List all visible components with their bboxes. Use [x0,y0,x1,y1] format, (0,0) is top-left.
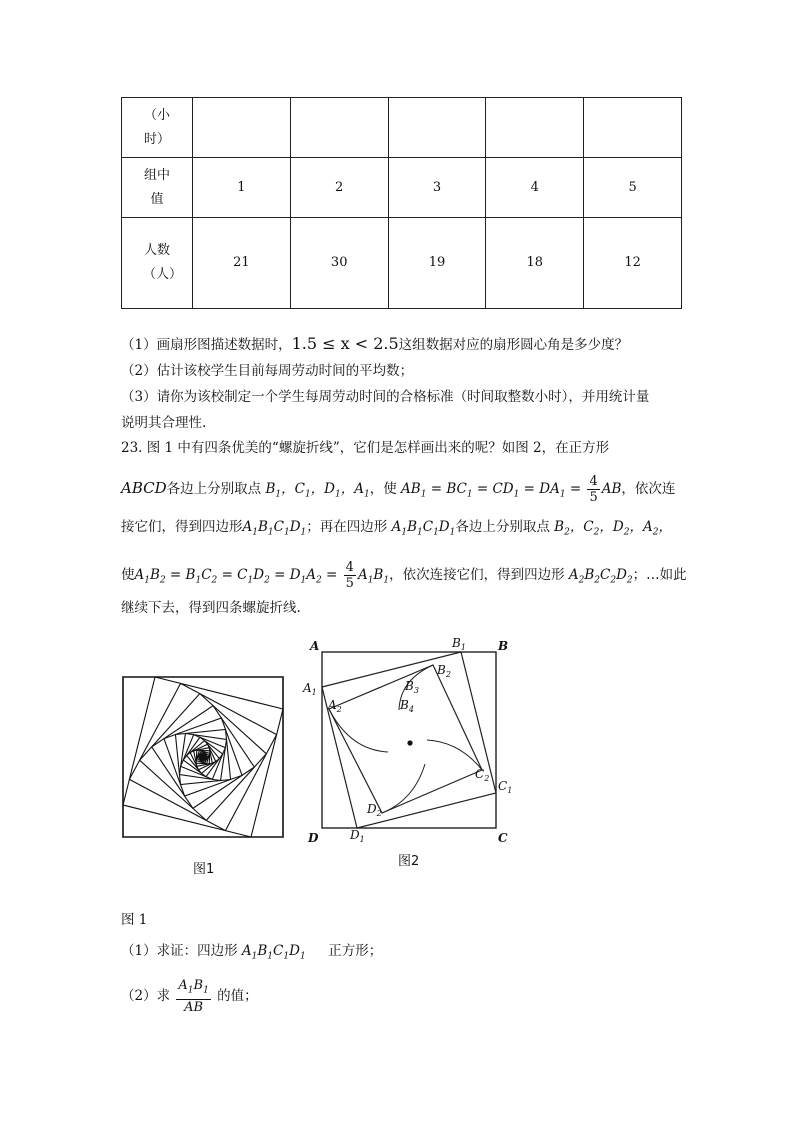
q23-intro-line1: 23. 图 1 中有四条优美的“螺旋折线”，它们是怎样画出来的呢？如图 2，在正方形 [121,440,610,456]
spiral-square [164,718,242,796]
q23-intro-line2: ABCD各边上分别取点 $B_1$，$C_1$，$D_1$，$A_1$，使 $AB_1 = BC_1 = CD_1 = DA_1$ = $\frac{4}{5}$ AB，依次连 [121,474,676,505]
table-cell [290,98,388,158]
label-d1: $D_1$ [350,828,365,844]
spiral-square [179,733,226,780]
q23-part2: （2）求 $\frac{A_1B_1}{AB}$ 的值； [121,978,258,1015]
spiral-arc [382,764,425,813]
spiral-square [123,677,283,837]
label-c2: $C_2$ [475,767,490,783]
q23-part1: （1）求证：四边形 $A_1B_1C_1D_1$ 正方形； [121,943,383,962]
table-cell: 4 [486,158,584,218]
label-a1: $A_1$ [303,681,317,697]
spiral-square [202,756,203,757]
table-cell: 19 [388,218,486,309]
table-cell: 12 [584,218,682,309]
spiral-square [129,683,276,830]
q22-part3-line1: （3）请你为该校制定一个学生每周劳动时间的合格标准（时间取整数小时），并用统计量 [121,389,650,405]
table-cell [584,98,682,158]
table-cell [486,98,584,158]
q23-intro-line3: 接它们，得到四边形$A_1B_1C_1D_1$；再在四边形 $A_1B_1C_1D_1$各边上分别取点 $B_2$，$C_2$，$D_2$，$A_2$， [121,519,672,538]
label-a: A [310,639,320,653]
row-header-hours: （小时） [122,98,193,158]
label-b: B [498,639,509,653]
spiral-arc [427,740,482,770]
q23-intro-line4: 使$A_1B_2 = B_1C_2 = C_1D_2 = D_1A_2$ = $\frac{4}{5}$ $A_1B_1$，依次连接它们，得到四边形 $A_2B_2C_2D_2$；…如此 [121,560,687,591]
fraction-four-fifths: $\frac{4}{5}$ [345,560,354,591]
row-header-midpoint: 组中值 [122,158,193,218]
spiral-square [187,741,220,774]
label-a2: $A_2$ [328,698,342,714]
spiral-square [152,706,255,809]
label-d: D [308,831,319,845]
q22-part2: （2）估计该校学生目前每周劳动时间的平均数； [121,363,414,379]
table-cell: 5 [584,158,682,218]
table-cell [388,98,486,158]
labor-time-table [121,97,682,309]
label-b1: $B_1$ [452,636,466,652]
row-header-people: 人数（人） [122,218,193,309]
spiral-arc [329,709,388,752]
q22-part3-line2: 说明其合理性. [121,415,207,431]
q23-intro-line5: 继续下去，得到四条螺旋折线. [121,600,301,616]
table-cell: 21 [193,218,291,309]
fraction-four-fifths: $\frac{4}{5}$ [589,474,598,505]
figure-caption: 图 1 [121,912,148,928]
figure1-spiral [118,672,288,842]
spiral-square [183,737,222,776]
label-c: C [498,831,508,845]
figure1-label: 图1 [193,862,215,877]
label-d2: $D_2$ [367,802,382,818]
label-c1: $C_1$ [498,779,513,795]
table-row [122,218,682,309]
figure2-label: 图2 [398,854,420,869]
figure2-square [300,630,525,845]
q22-part1: （1）画扇形图描述数据时，1.5 ≤ x < 2.5这组数据对应的扇形圆心角是多少度？ [121,334,629,353]
fraction-a1b1-over-ab: $\frac{A_1B_1}{AB}$ [178,978,209,1015]
label-b2: $B_2$ [437,663,451,679]
spiral-square [190,744,216,770]
table-row [122,158,682,218]
table-cell: 3 [388,158,486,218]
table-cell [193,98,291,158]
table-row [122,98,682,158]
spiral-square [175,729,230,784]
table-cell: 2 [290,158,388,218]
table-cell: 18 [486,218,584,309]
label-b4: $B_4$ [400,698,414,714]
table-cell: 30 [290,218,388,309]
spiral-square [123,677,283,837]
table-cell: 1 [193,158,291,218]
center-point [407,740,412,745]
label-b3: $B_3$ [405,679,419,695]
